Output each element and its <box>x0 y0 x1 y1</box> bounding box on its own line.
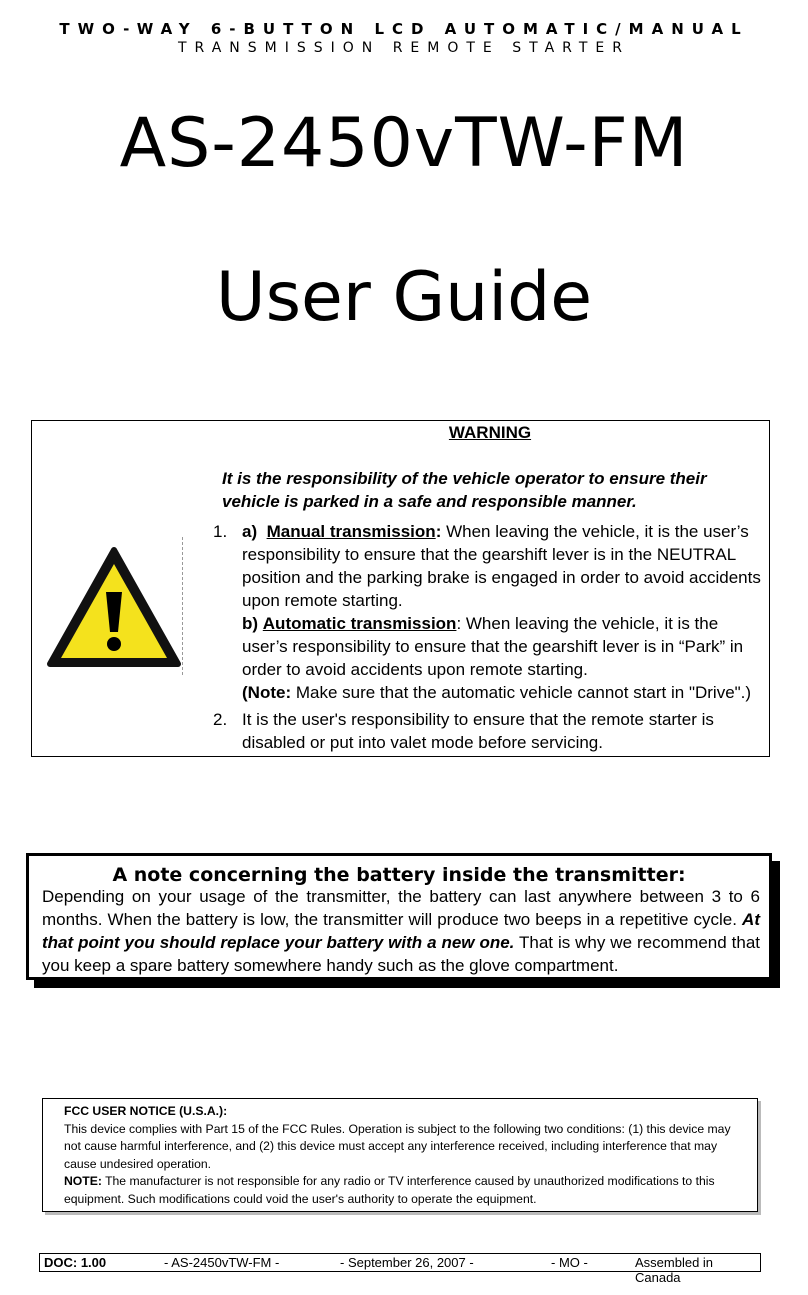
warning-intro: It is the responsibility of the vehicle operator to ensure their vehicle is parked in a safe and responsible manner. <box>222 469 707 511</box>
fcc-note-text: The manufacturer is not responsible for any radio or TV interference caused by unauthorized modifications to this equipment. Such modifications could void the user's authority to operate the equipment. <box>64 1174 715 1206</box>
item-1a-title: Manual transmission <box>266 522 436 541</box>
footer <box>39 1253 761 1285</box>
warning-item-1 <box>213 520 763 704</box>
warning-list <box>213 520 763 754</box>
battery-title: A note concerning the battery inside the transmitter: <box>112 864 686 886</box>
footer-doc: DOC: 1.00 <box>44 1255 107 1270</box>
item-1b-title: Automatic transmission <box>262 614 457 633</box>
fcc-notice <box>64 1103 744 1208</box>
battery-text-1: Depending on your usage of the transmitter, the battery can last anywhere between 3 to 6 months. When the battery is low, the transmitter will produce two beeps in a repetitive cycle. <box>42 887 760 929</box>
item-1a-text: When leaving the vehicle, it is the user’s responsibility to ensure that the gearshift lever is in the NEUTRAL position and the parking brake is engaged in order to avoid accidents upon remote starting. <box>242 522 761 610</box>
footer-date: - September 26, 2007 - <box>340 1255 474 1270</box>
page-title: User Guide <box>215 258 593 337</box>
fcc-text: This device complies with Part 15 of the FCC Rules. Operation is subject to the following two conditions: (1) this device may not cause harmful interference, and (2) this device must accept any interference received, including interference that may cause undesired operation. <box>64 1121 731 1171</box>
battery-text <box>42 885 760 977</box>
fcc-note-label: NOTE: <box>64 1174 102 1188</box>
warning-triangle-icon <box>46 546 182 670</box>
item-number: 1. <box>213 522 228 541</box>
warning-title: WARNING <box>448 423 532 442</box>
fcc-note <box>64 1173 744 1208</box>
warning-item-2 <box>213 708 763 754</box>
model-title: AS-2450vTW-FM <box>119 104 689 183</box>
battery-emphasis: At that point you should replace your battery with a new one. <box>42 910 760 952</box>
item-1a-colon: : <box>435 522 442 541</box>
footer-assembled: Assembled in Canada <box>635 1255 714 1285</box>
footer-mo: - MO - <box>551 1255 588 1270</box>
item-2-text: It is the user's responsibility to ensure that the remote starter is disabled or put into valet mode before servicing. <box>242 710 714 752</box>
item-number: 2. <box>213 710 228 729</box>
note-open: ( <box>242 683 248 702</box>
header-line-2: TRANSMISSION REMOTE STARTER <box>178 40 630 56</box>
note-text: Make sure that the automatic vehicle cannot start in "Drive".) <box>291 683 752 702</box>
header-line-1: TWO-WAY 6-BUTTON LCD AUTOMATIC/MANUAL <box>59 20 749 38</box>
item-1b-label: b) <box>242 614 259 633</box>
note-label: Note: <box>247 683 292 702</box>
divider <box>182 537 183 675</box>
battery-text-2: That is why we recommend that you keep a spare battery somewhere handy such as the glove compartment. <box>42 933 760 975</box>
item-1a-label: a) <box>242 522 258 541</box>
fcc-title: FCC USER NOTICE (U.S.A.): <box>64 1104 228 1118</box>
footer-model: - AS-2450vTW-FM - <box>164 1255 280 1270</box>
item-1b-text: : When leaving the vehicle, it is the user’s responsibility to ensure that the gearshift lever is in “Park” in order to avoid accidents upon remote starting. <box>242 614 744 679</box>
